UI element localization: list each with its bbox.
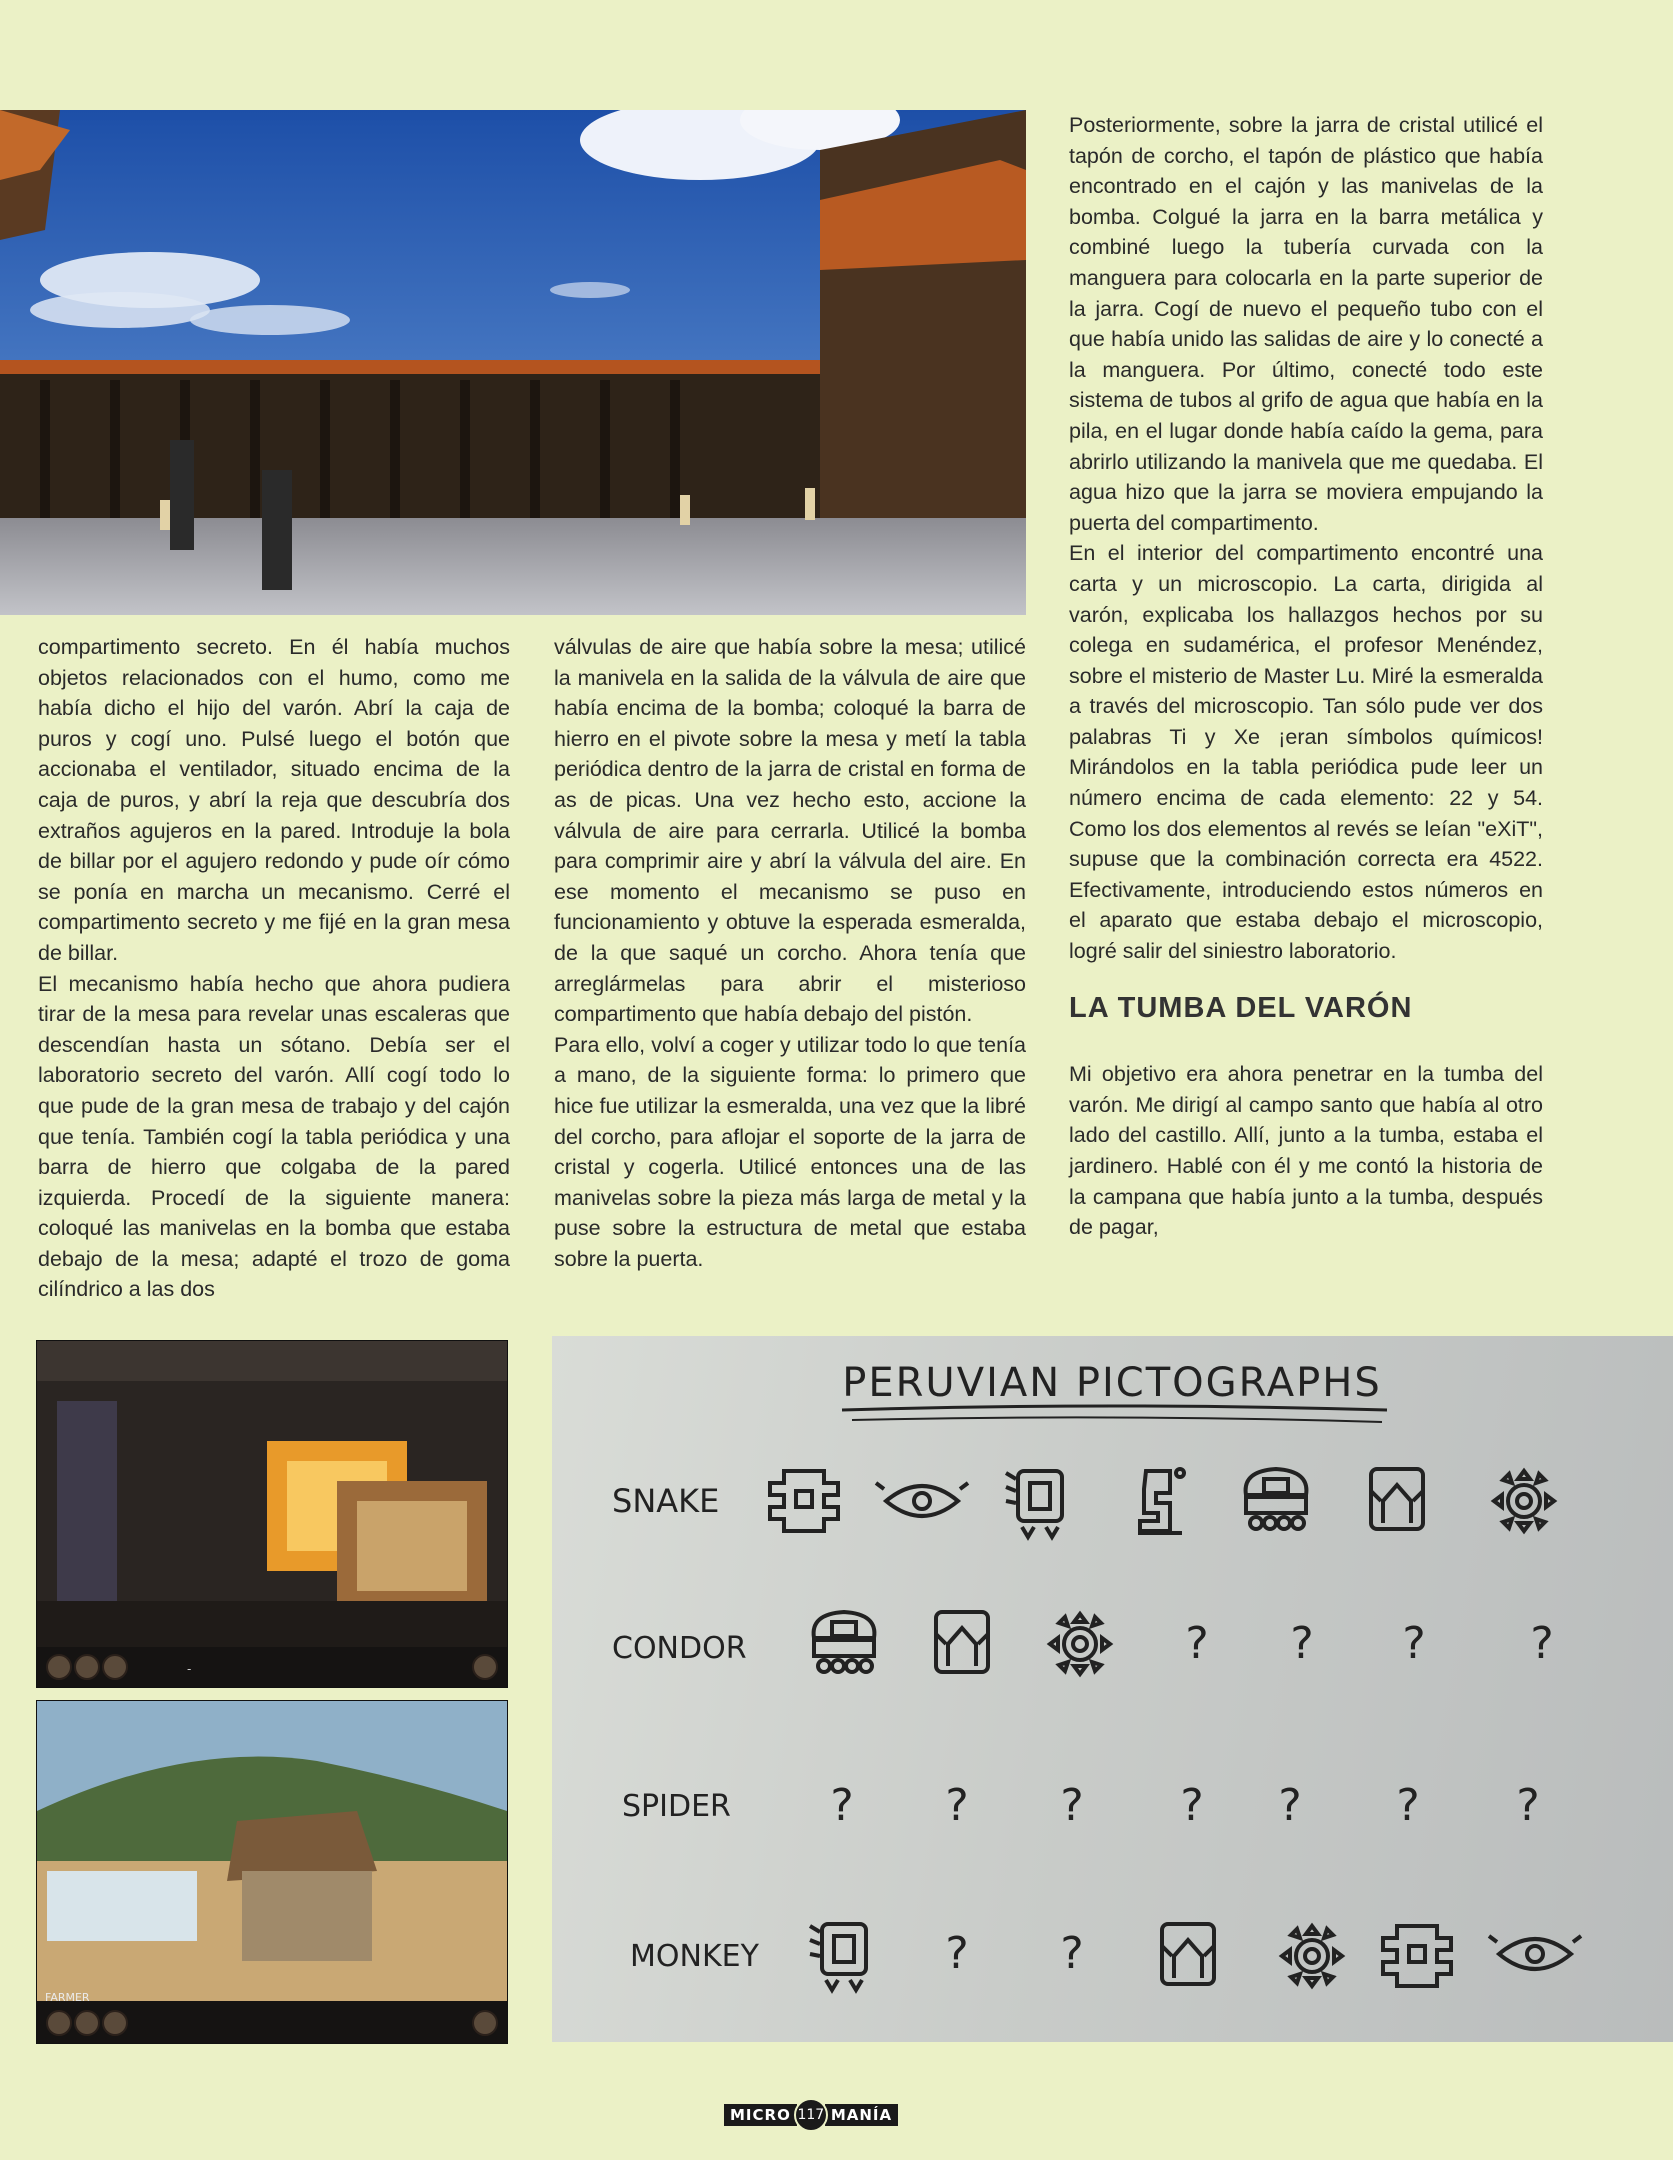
face-glyph-icon	[1006, 1471, 1062, 1537]
paragraph: El mecanismo había hecho que ahora pudiera tirar de la mesa para revelar unas escaleras que descendían hasta un sótano. Debía ser el laboratorio secreto del varón. Allí cogí todo lo que pude de la gran mesa de trabajo y del cajón que tenía. También cogí la tabla periódica y una barra de hierro que colgaba de la pared izquierda. Procedí de la siguiente manera: coloqué las manivelas en la bomba que estaba debajo de la mesa; adapté el trozo de goma cilíndrico a las dos	[38, 971, 510, 1302]
page-number: 117	[794, 2098, 828, 2132]
courtyard-screenshot	[0, 110, 1026, 615]
unknown-glyph: ?	[1396, 1780, 1420, 1831]
pictograph-row-monkey	[630, 1924, 1581, 1990]
paragraph: válvulas de aire que había sobre la mesa; utilicé la manivela en la salida de la válvula de aire que había encima de la bomba; coloqué la barra de hierro en el pivote sobre la mesa y metí la tabla periódica dentro de la jarra de cristal en forma de as de picas. Una vez hecho esto, accione la válvula de aire para cerrarla. Utilicé la bomba para comprimir aire y abrí la válvula del aire. En ese momento el mecanismo se puso en funcionamiento y obtuve la esperada esmeralda, de la que saqué un corcho. Ahora tenía que arreglármelas para abrir el misterioso compartimento que había debajo del pistón.	[554, 635, 1026, 1027]
unknown-glyph: ?	[1516, 1780, 1540, 1831]
page-footer	[724, 2102, 898, 2128]
unknown-glyph: ?	[1180, 1780, 1204, 1831]
unknown-glyph: ?	[1278, 1780, 1302, 1831]
pictograph-row-snake	[612, 1469, 1554, 1537]
laboratory-screenshot	[36, 1340, 508, 1688]
unknown-glyph: ?	[1060, 1780, 1084, 1831]
unknown-glyph: ?	[1185, 1618, 1209, 1669]
unknown-glyph: ?	[1060, 1928, 1084, 1979]
paragraph: Para ello, volví a coger y utilizar todo lo que tenía a mano, de la siguiente forma: lo primero que hice fue utilizar la esmeralda, una vez que la libré del corcho, para aflojar el soporte de la jarra de cristal y cogerla. Utilicé entonces una de las manivelas sobre la pieza más larga de metal y la puse sobre la estructura de metal que estaba sobre la puerta.	[554, 1032, 1026, 1271]
article-column-3	[1069, 110, 1543, 1243]
unknown-glyph: ?	[830, 1780, 854, 1831]
paragraph: Mi objetivo era ahora penetrar en la tumba del varón. Me dirigí al campo santo que había al otro lado del castillo. Allí, junto a la tumba, estaba el jardinero. Hablé con él y me contó la historia de la campana que había junto a la tumba, después de pagar,	[1069, 1062, 1543, 1240]
sun-glyph-icon	[1494, 1471, 1554, 1531]
row-label: CONDOR	[612, 1631, 747, 1666]
sun-glyph-icon	[1282, 1926, 1342, 1986]
phone-glyph-icon	[814, 1612, 875, 1672]
peruvian-pictographs-panel	[552, 1336, 1673, 2042]
sun-glyph-icon	[1050, 1614, 1110, 1674]
pictographs-title: PERUVIAN PICTOGRAPHS	[842, 1360, 1382, 1406]
unknown-glyph: ?	[1290, 1618, 1314, 1669]
unknown-glyph: ?	[945, 1928, 969, 1979]
row-label: MONKEY	[630, 1939, 759, 1974]
paragraph: compartimento secreto. En él había muchos objetos relacionados con el humo, como me había dicho el hijo del varón. Abrí la caja de puros y cogí uno. Pulsé luego el botón que accionaba el ventilador, situado encima de la caja de puros, y abrí la reja que descubría dos extraños agujeros en la pared. Introduje la bola de billar por el agujero redondo y pude oír cómo se ponía en marcha un mecanismo. Cerré el compartimento secreto y me fijé en la gran mesa de billar.	[38, 635, 510, 965]
location-label: FARMER	[45, 1991, 90, 2004]
unknown-glyph: ?	[1530, 1618, 1554, 1669]
unknown-glyph: ?	[945, 1780, 969, 1831]
farmer-screenshot	[36, 1700, 508, 2044]
eye-glyph-icon	[876, 1483, 968, 1516]
pictograph-row-condor	[612, 1612, 1554, 1674]
inventory-item-label: -	[187, 1662, 192, 1676]
eye-glyph-icon	[1489, 1936, 1581, 1969]
phone-glyph-icon	[1246, 1469, 1307, 1529]
article-column-2	[554, 632, 1026, 1274]
house-glyph-icon	[1162, 1924, 1214, 1984]
cross-glyph-icon	[770, 1471, 838, 1531]
pictograph-row-spider	[622, 1780, 1540, 1831]
face-glyph-icon	[810, 1924, 866, 1990]
serpent-glyph-icon	[1138, 1469, 1184, 1533]
article-column-1	[38, 632, 510, 1305]
row-label: SNAKE	[612, 1482, 720, 1520]
magazine-name-right: MANÍA	[825, 2104, 898, 2126]
row-label: SPIDER	[622, 1789, 731, 1824]
paragraph: En el interior del compartimento encontré una carta y un microscopio. La carta, dirigida al varón, explicaba los hallazgos hechos por su colega en sudamérica, el profesor Menéndez, sobre el misterio de Master Lu. Miré la esmeralda a través del microscopio. Tan sólo pude ver dos palabras Ti y Xe ¡eran símbolos químicos! Mirándolos en la tabla periódica pude leer un número encima de cada elemento: 22 y 54. Como los dos elementos al revés se leían "eXiT", supuse que la combinación correcta era 4522. Efectivamente, introduciendo estos números en el aparato que estaba debajo el microscopio, logré salir del siniestro laboratorio.	[1069, 541, 1543, 964]
house-glyph-icon	[1371, 1469, 1423, 1529]
section-subheading: LA TUMBA DEL VARÓN	[1069, 991, 1413, 1024]
unknown-glyph: ?	[1402, 1618, 1426, 1669]
magazine-name-left: MICRO	[724, 2104, 797, 2126]
house-glyph-icon	[936, 1612, 988, 1672]
paragraph: Posteriormente, sobre la jarra de cristal utilicé el tapón de corcho, el tapón de plástico que había encontrado en el cajón y las manivelas de la bomba. Colgué la jarra en la barra metálica y combiné luego la tubería curvada con la manguera para colocarla en la parte superior de la jarra. Cogí de nuevo el pequeño tubo con el que había unido las salidas de aire y lo conecté a la manguera. Por último, conecté todo este sistema de tubos al grifo de agua que había en la pila, en el lugar donde había caído la gema, para abrirlo utilizando la manivela que me quedaba. El agua hizo que la jarra se moviera empujando la puerta del compartimento.	[1069, 113, 1543, 535]
cross-glyph-icon	[1383, 1926, 1451, 1986]
